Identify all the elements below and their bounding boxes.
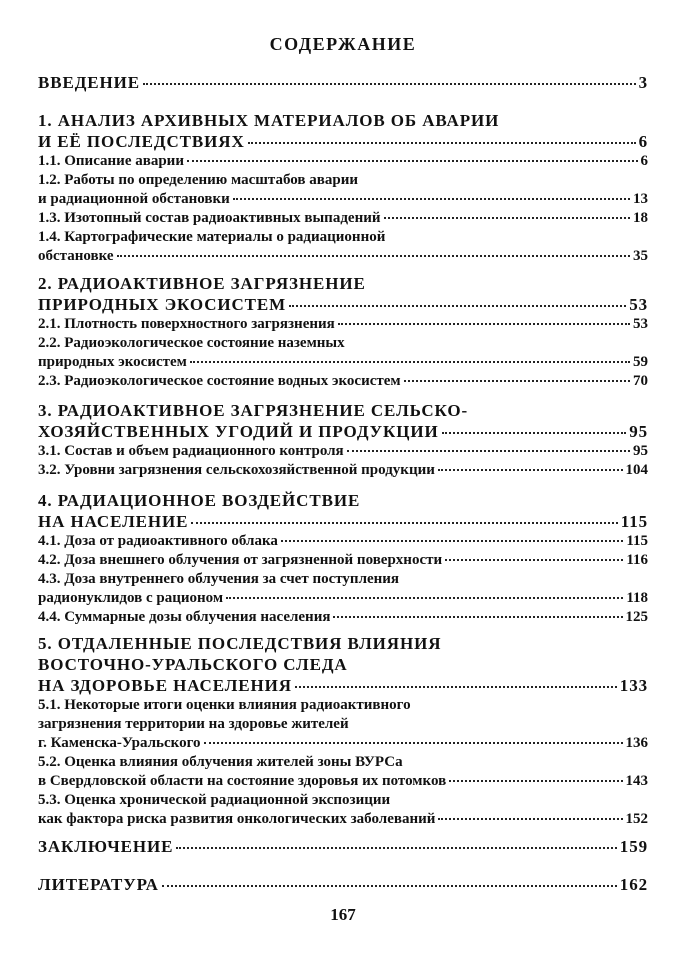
leader-dots bbox=[190, 361, 630, 363]
leader-dots bbox=[289, 305, 626, 307]
leader-dots bbox=[338, 323, 630, 325]
leader-dots bbox=[449, 780, 622, 782]
toc-entry-3-2 bbox=[38, 461, 648, 480]
entry-page: 115 bbox=[626, 533, 648, 549]
leader-dots bbox=[248, 142, 636, 144]
leader-dots bbox=[384, 217, 631, 219]
leader-dots bbox=[162, 885, 617, 887]
leader-dots bbox=[442, 432, 627, 434]
entry-label: 5.2. Оценка влияния облучения жителей зоны ВУРСа bbox=[38, 754, 403, 770]
chapter-title-line: ХОЗЯЙСТВЕННЫХ УГОДИЙ И ПРОДУКЦИИ bbox=[38, 422, 439, 441]
leader-dots bbox=[191, 522, 617, 524]
entry-label: обстановке bbox=[38, 248, 114, 264]
toc-entry-1-2 bbox=[38, 171, 648, 209]
entry-label: природных экосистем bbox=[38, 354, 187, 370]
entry-page: 115 bbox=[620, 512, 648, 531]
page-number: 167 bbox=[330, 905, 356, 924]
toc-entry-1-4 bbox=[38, 228, 648, 266]
chapter-title-line: 1. АНАЛИЗ АРХИВНЫХ МАТЕРИАЛОВ ОБ АВАРИИ bbox=[38, 111, 500, 130]
entry-label: 5.1. Некоторые итоги оценки влияния радиоактивного bbox=[38, 697, 411, 713]
entry-page: 133 bbox=[619, 676, 648, 695]
leader-dots bbox=[143, 83, 636, 85]
leader-dots bbox=[438, 469, 623, 471]
entry-page: 70 bbox=[633, 373, 648, 389]
leader-dots bbox=[204, 742, 623, 744]
entry-label: 2.2. Радиоэкологическое состояние наземных bbox=[38, 335, 345, 351]
toc-entry-3-1 bbox=[38, 442, 648, 461]
entry-label: 1.1. Описание аварии bbox=[38, 153, 184, 169]
chapter-title-line: ВОСТОЧНО-УРАЛЬСКОГО СЛЕДА bbox=[38, 655, 348, 674]
entry-label: 2.1. Плотность поверхностного загрязнения bbox=[38, 316, 335, 332]
entry-label: 4.2. Доза внешнего облучения от загрязненной поверхности bbox=[38, 552, 443, 568]
entry-label: и радиационной обстановки bbox=[38, 191, 230, 207]
toc-entry-5-1 bbox=[38, 696, 648, 753]
toc-entry-4-4 bbox=[38, 608, 648, 627]
leader-dots bbox=[226, 597, 623, 599]
entry-page: 6 bbox=[638, 132, 648, 151]
chapter-title-line: 4. РАДИАЦИОННОЕ ВОЗДЕЙСТВИЕ bbox=[38, 491, 361, 510]
entry-page: 136 bbox=[625, 735, 648, 751]
chapter-title-line: 5. ОТДАЛЕННЫЕ ПОСЛЕДСТВИЯ ВЛИЯНИЯ bbox=[38, 634, 442, 653]
entry-label: 4.4. Суммарные дозы облучения населения bbox=[38, 609, 331, 625]
toc-entry-4-1 bbox=[38, 532, 648, 551]
entry-label: 5.3. Оценка хронической радиационной экспозиции bbox=[38, 792, 391, 808]
toc-entry-4-2 bbox=[38, 551, 648, 570]
entry-label: 1.3. Изотопный состав радиоактивных выпадений bbox=[38, 210, 381, 226]
entry-page: 104 bbox=[625, 462, 648, 478]
entry-page: 13 bbox=[633, 191, 648, 207]
entry-label: 3.2. Уровни загрязнения сельскохозяйственной продукции bbox=[38, 462, 435, 478]
entry-page: 3 bbox=[638, 73, 648, 92]
leader-dots bbox=[176, 847, 616, 849]
entry-label: в Свердловской области на состояние здоровья их потомков bbox=[38, 773, 447, 789]
entry-page: 53 bbox=[629, 295, 648, 314]
entry-page: 6 bbox=[640, 153, 648, 169]
leader-dots bbox=[445, 559, 623, 561]
toc-chapter-2 bbox=[38, 273, 648, 391]
entry-label: 2.3. Радиоэкологическое состояние водных экосистем bbox=[38, 373, 401, 389]
toc-entry-2-1 bbox=[38, 315, 648, 334]
chapter-title-line: 3. РАДИОАКТИВНОЕ ЗАГРЯЗНЕНИЕ СЕЛЬСКО- bbox=[38, 401, 469, 420]
entry-label: радионуклидов с рационом bbox=[38, 590, 224, 606]
leader-dots bbox=[347, 450, 630, 452]
entry-label: 1.2. Работы по определению масштабов аварии bbox=[38, 172, 358, 188]
entry-page: 162 bbox=[619, 875, 648, 894]
toc-chapter-1 bbox=[38, 110, 648, 266]
toc-entry-5-3 bbox=[38, 791, 648, 829]
chapter-title-line: НА ЗДОРОВЬЕ НАСЕЛЕНИЯ bbox=[38, 676, 292, 695]
leader-dots bbox=[295, 686, 617, 688]
entry-label: 3.1. Состав и объем радиационного контроля bbox=[38, 443, 344, 459]
entry-label: г. Каменска-Уральского bbox=[38, 735, 201, 751]
toc-entry-intro bbox=[38, 72, 648, 93]
toc-chapter-5 bbox=[38, 633, 648, 829]
leader-dots bbox=[117, 255, 630, 257]
leader-dots bbox=[281, 540, 623, 542]
entry-label: ЗАКЛЮЧЕНИЕ bbox=[38, 837, 174, 856]
toc-chapter-3 bbox=[38, 400, 648, 480]
entry-page: 125 bbox=[625, 609, 648, 625]
entry-label: ВВЕДЕНИЕ bbox=[38, 73, 141, 92]
chapter-title-line: 2. РАДИОАКТИВНОЕ ЗАГРЯЗНЕНИЕ bbox=[38, 274, 366, 293]
leader-dots bbox=[187, 160, 638, 162]
entry-page: 18 bbox=[633, 210, 648, 226]
entry-label: загрязнения территории на здоровье жителей bbox=[38, 716, 349, 732]
entry-page: 116 bbox=[626, 552, 648, 568]
chapter-title-line: ПРИРОДНЫХ ЭКОСИСТЕМ bbox=[38, 295, 287, 314]
toc-entry-1-3 bbox=[38, 209, 648, 228]
entry-label: 4.1. Доза от радиоактивного облака bbox=[38, 533, 278, 549]
entry-label: как фактора риска развития онкологических заболеваний bbox=[38, 811, 436, 827]
toc-entry-2-3 bbox=[38, 372, 648, 391]
toc-entry-literature bbox=[38, 874, 648, 895]
toc-entry-conclusion bbox=[38, 836, 648, 857]
entry-page: 95 bbox=[633, 443, 648, 459]
leader-dots bbox=[233, 198, 630, 200]
entry-page: 35 bbox=[633, 248, 648, 264]
entry-label: 1.4. Картографические материалы о радиационной bbox=[38, 229, 386, 245]
toc-entry-5-2 bbox=[38, 753, 648, 791]
entry-page: 53 bbox=[633, 316, 648, 332]
chapter-title-line: НА НАСЕЛЕНИЕ bbox=[38, 512, 189, 531]
toc-entry-4-3 bbox=[38, 570, 648, 608]
entry-page: 95 bbox=[629, 422, 648, 441]
toc-entry-1-1 bbox=[38, 152, 648, 171]
leader-dots bbox=[438, 818, 622, 820]
leader-dots bbox=[404, 380, 630, 382]
leader-dots bbox=[333, 616, 622, 618]
entry-page: 143 bbox=[625, 773, 648, 789]
entry-page: 159 bbox=[619, 837, 648, 856]
entry-page: 118 bbox=[626, 590, 648, 606]
entry-page: 152 bbox=[625, 811, 648, 827]
entry-page: 59 bbox=[633, 354, 648, 370]
toc-chapter-4 bbox=[38, 490, 648, 627]
entry-label: ЛИТЕРАТУРА bbox=[38, 875, 159, 894]
page-title: СОДЕРЖАНИЕ bbox=[269, 34, 417, 54]
entry-label: 4.3. Доза внутреннего облучения за счет поступления bbox=[38, 571, 400, 587]
toc-entry-2-2 bbox=[38, 334, 648, 372]
chapter-title-line: И ЕЁ ПОСЛЕДСТВИЯХ bbox=[38, 132, 245, 151]
